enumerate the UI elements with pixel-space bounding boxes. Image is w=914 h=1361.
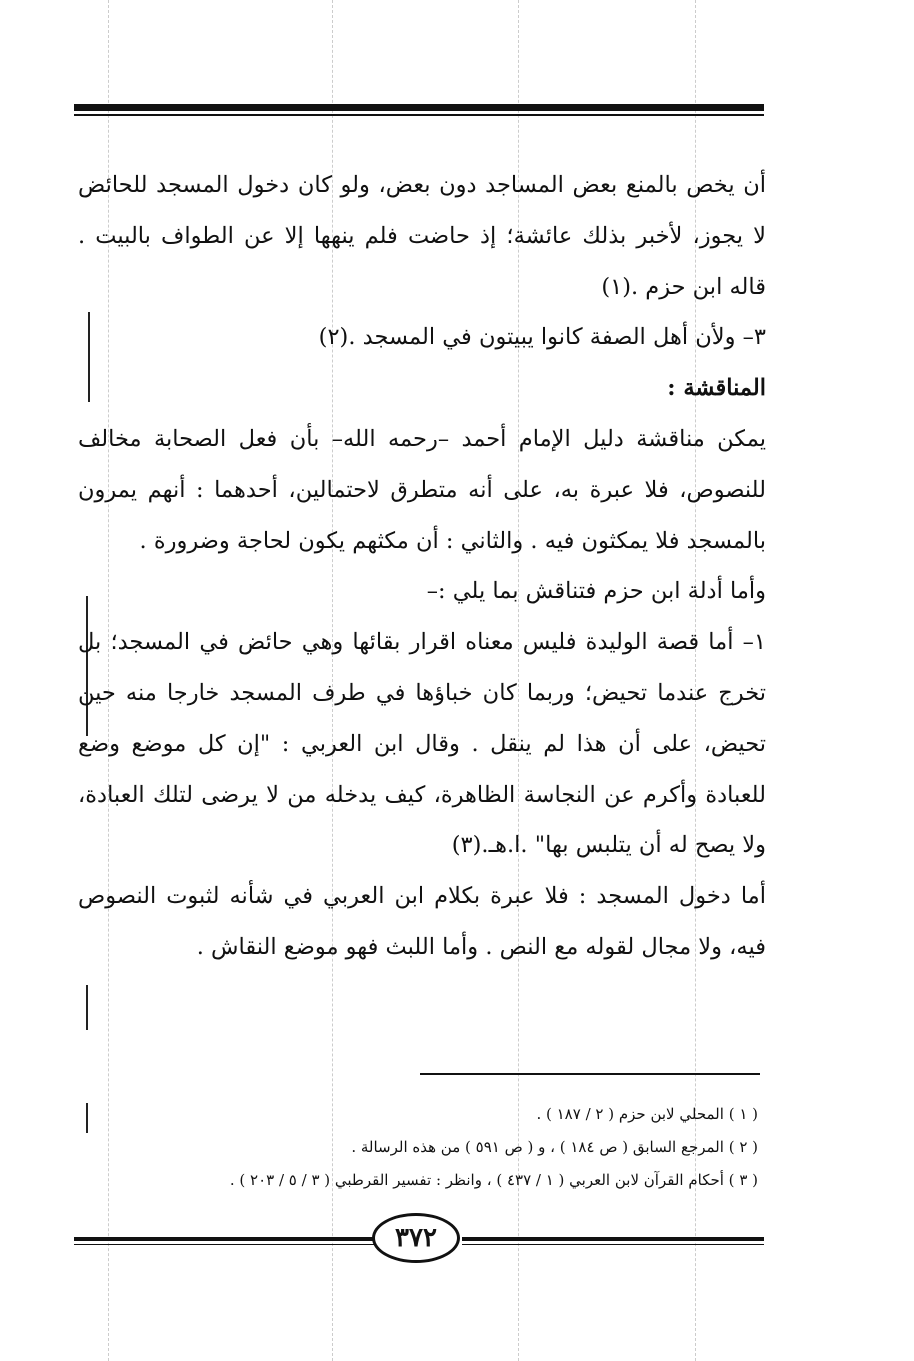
page-number: ٣٧٢: [372, 1213, 460, 1263]
footer-rule-right-thin: [462, 1244, 764, 1245]
footer-rule-right: [462, 1237, 764, 1241]
footnote: ( ٣ ) أحكام القرآن لابن العربي ( ١ / ٤٣٧ ) ، وانظر : تفسير القرطبي ( ٣ / ٥ / ٢٠٣ ) .: [229, 1171, 758, 1189]
footnote: ( ٢ ) المرجع السابق ( ص ١٨٤ ) ، و ( ص ٥٩١ ) من هذه الرسالة .: [351, 1138, 758, 1156]
footer-rule-left-thin: [74, 1244, 374, 1245]
paragraph: وأما أدلة ابن حزم فتناقش بما يلي :–: [426, 578, 766, 605]
paragraph: يمكن مناقشة دليل الإمام أحمد –رحمه الله– بأن فعل الصحابة مخالف للنصوص، فلا عبرة به، على أنه متطرق لاحتمالين، أحدهما : أنهم يمرون بالمسجد فلا يمكثون فيه . والثاني : أن مكثهم يكون لحاجة وضرورة .: [78, 425, 766, 554]
margin-mark: [86, 985, 88, 1030]
paragraph: أن يخص بالمنع بعض المساجد دون بعض، ولو كان دخول المسجد للحائض لا يجوز، لأخبر بذلك عائشة؛ إذ حاضت فلم ينهها إلا عن الطواف بالبيت . قاله ابن حزم .(١): [78, 172, 766, 300]
header-rule-thin: [74, 114, 764, 116]
footnote: ( ١ ) المحلي لابن حزم ( ٢ / ١٨٧ ) .: [536, 1105, 758, 1123]
footer-rule-left: [74, 1237, 374, 1241]
header-rule: [74, 104, 764, 111]
section-heading: المناقشة :: [667, 375, 766, 402]
footnotes: [180, 1098, 758, 1197]
footnote-separator: [420, 1073, 760, 1075]
main-text: [78, 160, 766, 973]
margin-mark: [86, 1103, 88, 1133]
paragraph: ٣– ولأن أهل الصفة كانوا يبيتون في المسجد .(٢): [318, 324, 766, 351]
paragraph: ١– أما قصة الوليدة فليس معناه اقرار بقائها وهي حائض في المسجد؛ بل تخرج عندما تحيض؛ وربما كان خباؤها في طرف المسجد خارجا منه حين تحيض، على أن هذا لم ينقل . وقال ابن العربي : "إن كل موضع وضع للعبادة وأكرم عن النجاسة الظاهرة، كيف يدخله من لا يرضى لتلك العبادة، ولا يصح له أن يتلبس بها" .ا.هـ.(٣): [78, 629, 766, 859]
paragraph: أما دخول المسجد : فلا عبرة بكلام ابن العربي في شأنه لثبوت النصوص فيه، ولا مجال لقوله مع النص . وأما اللبث فهو موضع النقاش .: [78, 883, 766, 960]
